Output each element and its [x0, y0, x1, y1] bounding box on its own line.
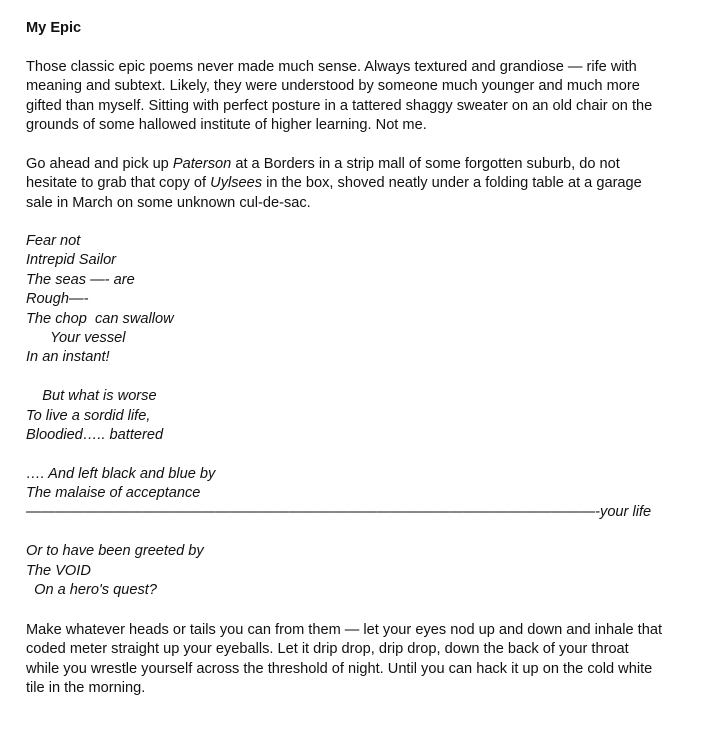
- poem-stanza-break: [26, 523, 651, 542]
- poem-line: The malaise of acceptance: [26, 485, 201, 502]
- paragraph-books-text-2: at a Borders in a strip mall of some forgotten suburb, do not hesitate to grab that copy of: [26, 156, 620, 192]
- poem-line: Rough—-: [26, 291, 89, 308]
- paragraph-intro: Those classic epic poems never made much sense. Always textured and grandiose — rife with meaning and subtext. Likely, they were understood by someone much younger and much more gifted than myself. Sitting with perfect posture in a tattered shaggy sweater on an old chair on the grounds of some hallowed institute of higher learning. Not me.: [26, 59, 653, 134]
- poem-line: On a hero's quest?: [26, 582, 157, 599]
- poem-block: [26, 232, 651, 600]
- poem-line: ———————————————————————————————————————-your life: [26, 504, 652, 521]
- poem-line: Or to have been greeted by: [26, 543, 204, 560]
- book-title-uylsees: Uylsees: [210, 175, 263, 192]
- poem-line: …. And left black and blue by: [26, 465, 216, 482]
- poem-line: In an instant!: [26, 349, 110, 366]
- poem-line: The seas —- are: [26, 271, 135, 288]
- poem-line: To live a sordid life,: [26, 407, 151, 424]
- book-title-paterson: Paterson: [172, 156, 232, 172]
- paragraph-books: [26, 155, 666, 213]
- paragraph-closing: Make whatever heads or tails you can from them — let your eyes nod up and down and inhale that coded meter straight up your eyeballs. Let it drip drop, drip drop, down the back of your throat while you wrestle yourself across the threshold of night. Until you can hack it up on the cold white tile in the morning.: [26, 622, 663, 697]
- poem-line: Your vessel: [26, 329, 126, 346]
- poem-line: Bloodied….. battered: [26, 426, 164, 443]
- poem-stanza-break: [26, 445, 651, 464]
- document-title: My Epic: [26, 20, 82, 36]
- paragraph-books-text-1: Go ahead and pick up: [26, 156, 173, 172]
- poem-line: Fear not: [26, 233, 81, 249]
- poem-stanza-break: [26, 368, 651, 387]
- poem-line: Intrepid Sailor: [26, 252, 117, 269]
- poem-line: The chop can swallow: [26, 310, 174, 327]
- paragraph-books-text-3: in the box, shoved neatly under a folding table at a garage sale in March on some unknown cul-de-sac.: [26, 175, 642, 211]
- poem-line: But what is worse: [26, 388, 157, 405]
- poem-line: The VOID: [26, 562, 91, 579]
